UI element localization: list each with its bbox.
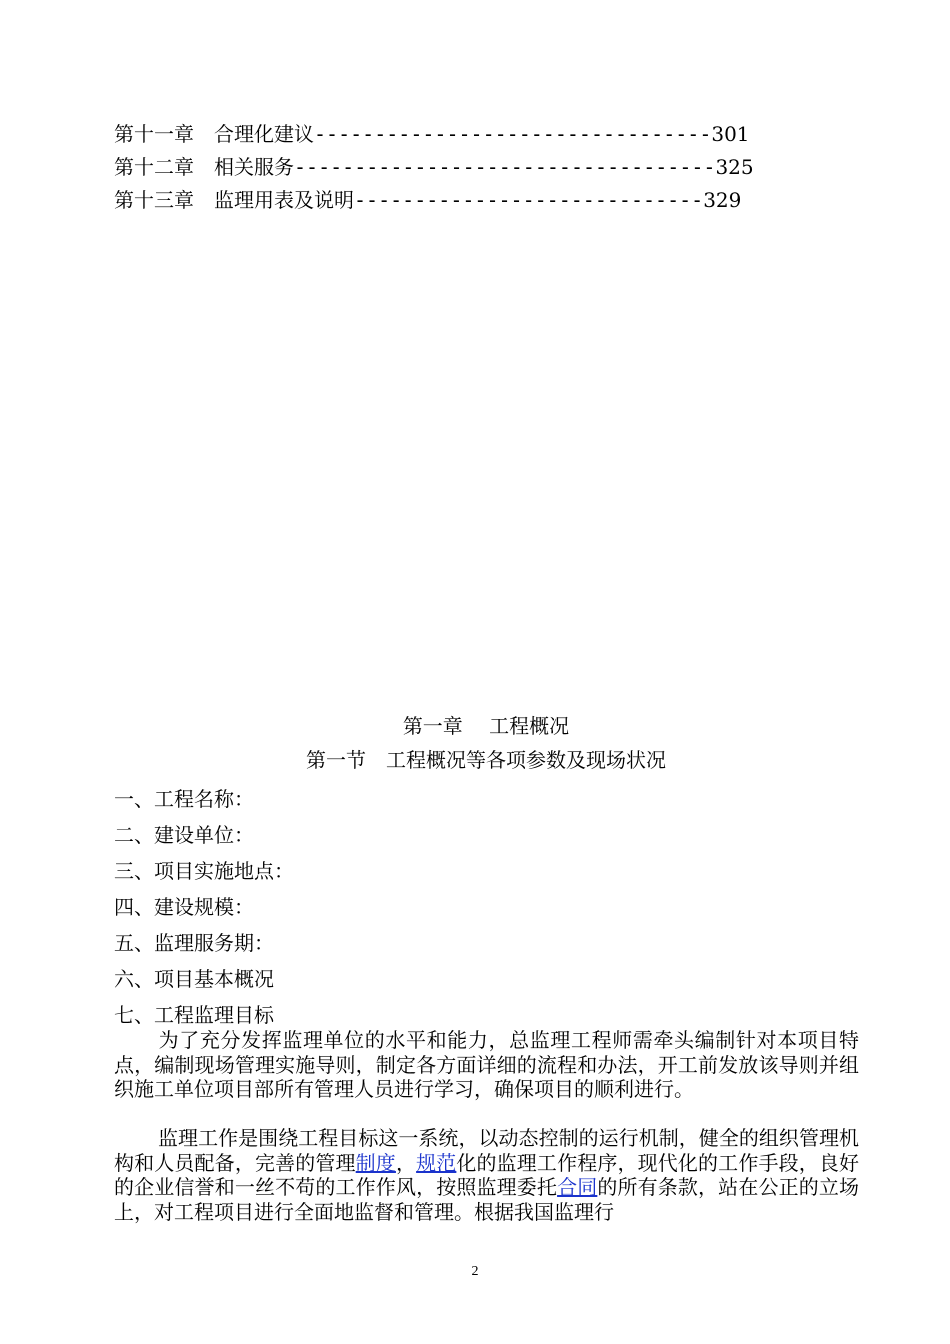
paragraph-text: ， <box>395 1150 417 1175</box>
table-of-contents <box>114 118 754 217</box>
toc-leader: --------------------------------- <box>314 122 712 146</box>
toc-title: 监理用表及说明 <box>214 188 354 212</box>
paragraph-text: 的所有条款，站在公正的立场上，对工程项目进行全面地监督和管理。根据我国监理行 <box>114 1175 860 1224</box>
paragraph-text: 监理工作是围绕工程目标这一系统，以动态控制的运行机制，健全的组织管理机构和人员配备，完善的管理 <box>114 1126 859 1175</box>
toc-leader: ----------------------------- <box>354 188 704 212</box>
list-item: 四、建设规模： <box>114 895 254 919</box>
page-number: 2 <box>471 1264 479 1279</box>
toc-chapter: 第十三章 <box>114 188 194 212</box>
toc-chapter: 第十一章 <box>114 122 194 146</box>
link-standard[interactable]: 规范 <box>416 1150 457 1175</box>
link-system[interactable]: 制度 <box>355 1150 396 1175</box>
link-contract[interactable]: 合同 <box>557 1175 598 1199</box>
paragraph-text: 为了充分发挥监理单位的水平和能力，总监理工程师需牵头编制针对本项目特点，编制现场管理实施导则，制定各方面详细的流程和办法，开工前发放该导则并组织施工单位项目部所有管理人员进行学习，确保项目的顺利进行。 <box>114 1028 859 1101</box>
toc-entry[interactable] <box>114 118 754 151</box>
toc-page: 329 <box>703 188 742 212</box>
list-item: 三、项目实施地点： <box>114 859 294 883</box>
list-item: 七、工程监理目标 <box>114 1003 274 1027</box>
paragraph-goal <box>114 1028 859 1102</box>
list-item: 五、监理服务期： <box>114 931 274 955</box>
paragraph-supervision <box>114 1126 859 1224</box>
list-item: 六、项目基本概况 <box>114 967 274 991</box>
list-item: 二、建设单位： <box>114 823 254 847</box>
paragraph-text: 化的监理工作程序，现代化的工作手段，良好的企业信誉和一丝不苟的工作作风，按照监理委托 <box>114 1150 860 1199</box>
toc-title: 相关服务 <box>214 155 294 179</box>
list-item: 一、工程名称： <box>114 787 254 811</box>
section-heading: 第一节 工程概况等各项参数及现场状况 <box>306 748 666 772</box>
chapter-heading: 第一章 工程概况 <box>402 714 570 738</box>
toc-page: 301 <box>711 122 750 146</box>
toc-page: 325 <box>715 155 754 179</box>
item-list <box>114 784 858 1030</box>
toc-leader: ----------------------------------- <box>294 155 716 179</box>
toc-chapter: 第十二章 <box>114 155 194 179</box>
toc-entry[interactable] <box>114 184 754 217</box>
toc-entry[interactable] <box>114 151 754 184</box>
toc-title: 合理化建议 <box>214 122 314 146</box>
